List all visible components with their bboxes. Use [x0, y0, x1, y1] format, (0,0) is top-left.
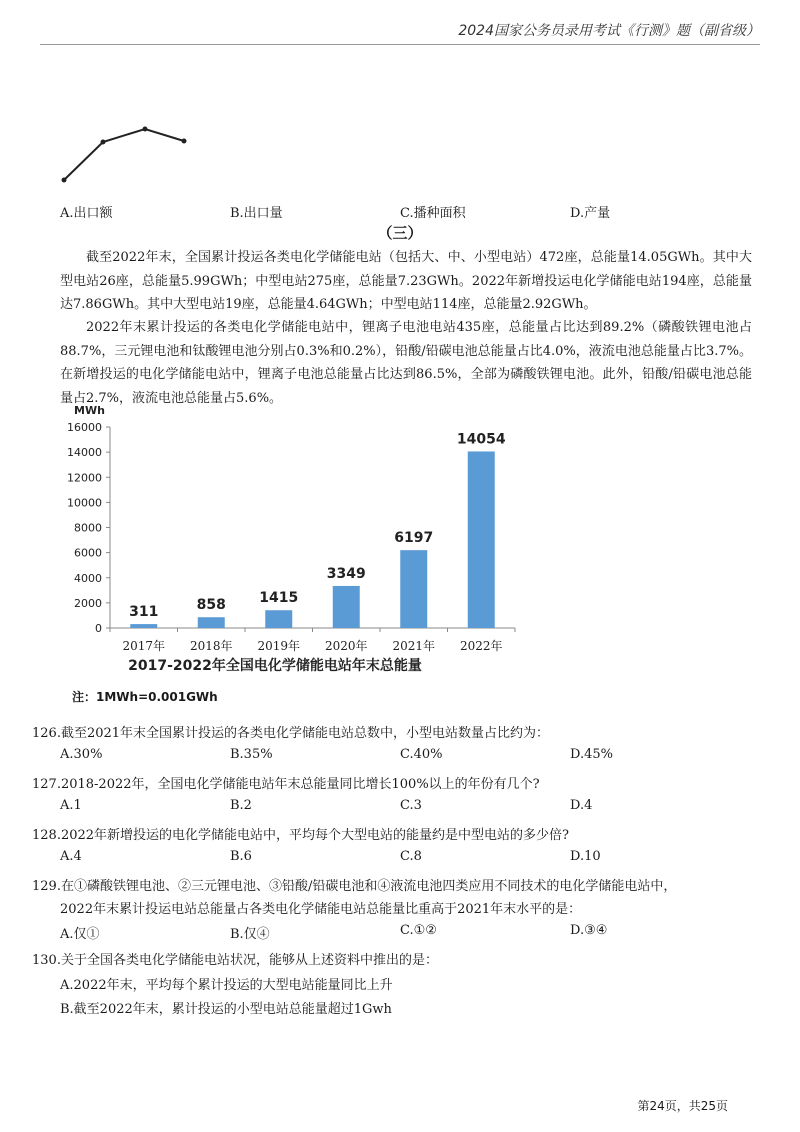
- passage-paragraph-1: 截至2022年末，全国累计投运各类电化学储能电站（包括大、中、小型电站）472座，总能量14.05GWh。其中大型电站26座，总能量5.99GWh；中型电站275座，总能量7.23GWh。2022年新增投运电化学储能电站194座，总能量达7.86GWh。其中大型电站19座，总能量4.64GWh；中型电站114座，总能量2.92GWh。: [60, 250, 752, 312]
- question-126: 126.截至2021年末全国累计投运的各类电化学储能电站总数中，小型电站数量占比约为：: [32, 726, 550, 741]
- question-129-continued: 2022年末累计投运电站总能量占各类电化学储能电站总能量比重高于2021年末水平的是：: [60, 902, 582, 917]
- option-b[interactable]: B.6: [230, 849, 252, 864]
- question-130: 130.关于全国各类电化学储能电站状况，能够从上述资料中推出的是：: [32, 953, 438, 968]
- option-a[interactable]: A.4: [60, 849, 82, 864]
- question-128-options: [60, 849, 760, 869]
- unit-note: 注：1MWh=0.001GWh: [72, 690, 218, 704]
- page-header: 2024国家公务员录用考试《行测》题（副省级）: [458, 23, 760, 39]
- option-d[interactable]: D.产量: [570, 206, 611, 221]
- y-tick-label: 10000: [67, 496, 102, 510]
- option-c[interactable]: C.8: [400, 849, 422, 864]
- header-divider: [40, 44, 760, 45]
- y-tick-label: 12000: [67, 471, 102, 485]
- question-129-options: [60, 923, 760, 943]
- option-b[interactable]: B.出口量: [230, 206, 283, 221]
- option-d[interactable]: D.③④: [570, 923, 608, 938]
- option-b[interactable]: B.仅④: [230, 927, 270, 942]
- option-a[interactable]: A.仅①: [60, 927, 100, 942]
- x-tick-label: 2018年: [189, 639, 233, 653]
- bar: [198, 617, 225, 628]
- data-label: 6197: [394, 530, 434, 547]
- bar: [400, 550, 427, 628]
- y-tick-label: 16000: [67, 421, 102, 434]
- x-tick-label: 2020年: [324, 639, 368, 653]
- option-d[interactable]: D.10: [570, 849, 601, 864]
- prev-question-options: [60, 202, 760, 222]
- y-tick-label: 2000: [74, 596, 102, 610]
- bar: [130, 624, 157, 628]
- chart-title: 2017-2022年全国电化学储能电站年末总能量: [128, 658, 422, 674]
- option-a[interactable]: A.出口额: [60, 206, 113, 221]
- data-label: 14054: [456, 431, 506, 448]
- y-tick-label: 8000: [74, 521, 102, 535]
- option-d[interactable]: D.4: [570, 798, 593, 813]
- question-127: 127.2018-2022年，全国电化学储能电站年末总能量同比增长100%以上的年份有几个?: [32, 777, 540, 792]
- data-label: 311: [129, 604, 159, 621]
- question-128: 128.2022年新增投运的电化学储能电站中，平均每个大型电站的能量约是中型电站的多少倍?: [32, 828, 569, 843]
- option-a[interactable]: A.1: [60, 798, 82, 813]
- bar: [468, 451, 495, 628]
- option-c[interactable]: C.①②: [400, 923, 437, 938]
- option-d[interactable]: D.45%: [570, 747, 613, 762]
- y-tick-label: 14000: [67, 446, 102, 460]
- option-c[interactable]: C.播种面积: [400, 206, 466, 221]
- data-label: 858: [196, 597, 226, 614]
- y-axis-unit-label: MWh: [74, 404, 105, 417]
- energy-bar-chart: [60, 400, 530, 680]
- x-tick-label: 2022年: [459, 639, 503, 653]
- option-b[interactable]: B.截至2022年末，累计投运的小型电站总能量超过1Gwh: [60, 1002, 392, 1017]
- y-tick-label: 4000: [74, 571, 102, 585]
- y-tick-label: 0: [95, 622, 102, 635]
- option-a[interactable]: A.2022年末，平均每个累计投运的大型电站能量同比上升: [60, 978, 393, 993]
- option-a[interactable]: A.30%: [60, 747, 103, 762]
- y-tick-label: 6000: [74, 546, 102, 560]
- previous-question-line-figure: [55, 120, 195, 190]
- option-c[interactable]: C.40%: [400, 747, 443, 762]
- option-b[interactable]: B.2: [230, 798, 252, 813]
- x-tick-label: 2019年: [257, 639, 301, 653]
- option-b[interactable]: B.35%: [230, 747, 273, 762]
- question-126-options: [60, 747, 760, 767]
- page-number: 第24页，共25页: [637, 1099, 728, 1113]
- option-c[interactable]: C.3: [400, 798, 422, 813]
- x-tick-label: 2021年: [392, 639, 436, 653]
- question-129: 129.在①磷酸铁锂电池、②三元锂电池、③铅酸/铅碳电池和④液流电池四类应用不同技术的电化学储能电站中，: [32, 879, 677, 894]
- passage-paragraph-2: 2022年末累计投运的各类电化学储能电站中，锂离子电池电站435座，总能量占比达到89.2%（磷酸铁锂电池占88.7%，三元锂电池和钛酸锂电池分别占0.3%和0.2%），铅酸/铅碳电池总能量占比4.0%，液流电池总能量占比3.7%。在新增投运的电化学储能电站中，锂离子电池总能量占比达到86.5%，全部为磷酸铁锂电池。此外，铅酸/铅碳电池总能量占2.7%，液流电池总能量占5.6%。: [60, 320, 752, 406]
- data-label: 1415: [259, 590, 299, 607]
- section-title: （三）: [377, 224, 423, 242]
- bar: [265, 610, 292, 628]
- bar: [333, 586, 360, 628]
- question-127-options: [60, 798, 760, 818]
- x-tick-label: 2017年: [122, 639, 166, 653]
- data-label: 3349: [326, 565, 366, 582]
